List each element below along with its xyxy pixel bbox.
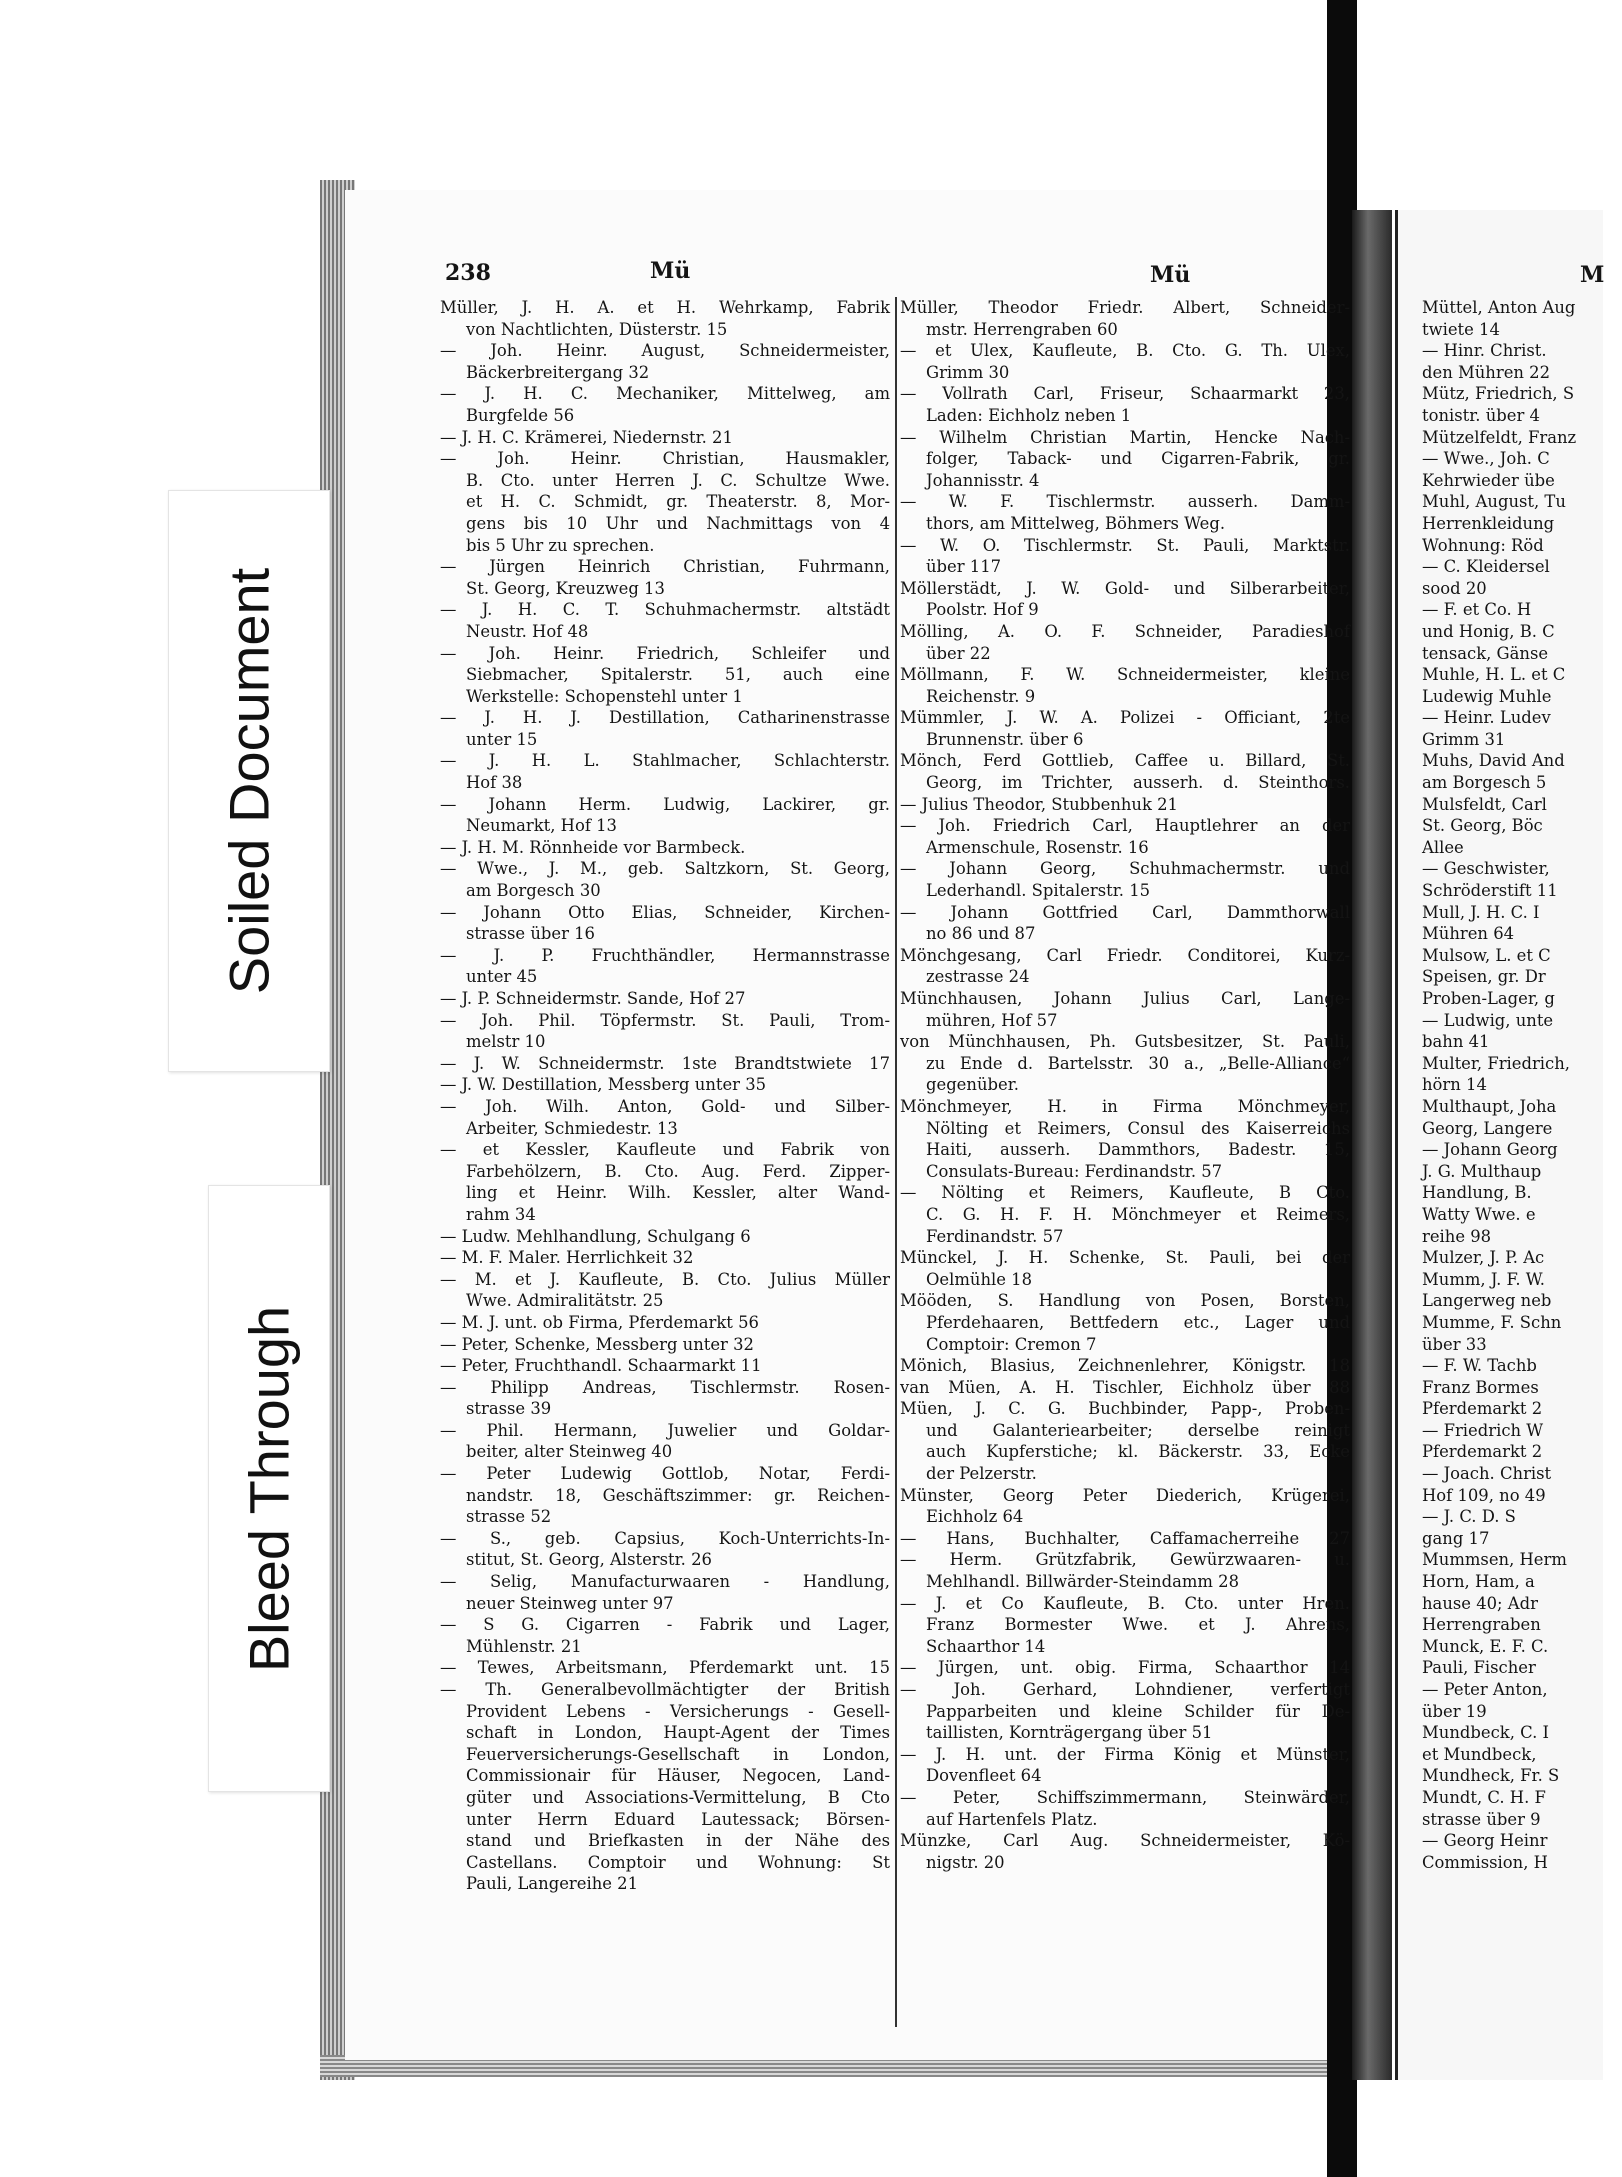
directory-line: — J. H. M. Rönnheide vor Barmbeck. <box>440 837 746 857</box>
directory-line: — Joh. Heinr. Christian, Hausmakler, <box>440 449 890 469</box>
directory-line: über 33 <box>1422 1334 1487 1354</box>
directory-line: Muhle, H. L. et C <box>1422 665 1566 685</box>
directory-line: tensack, Gänse <box>1422 643 1549 663</box>
directory-line: Arbeiter, Schmiedestr. 13 <box>466 1118 678 1138</box>
running-head-far-right: M <box>1580 262 1605 288</box>
directory-line: Pferdemarkt 2 <box>1422 1399 1543 1419</box>
directory-line: Commissionair für Häuser, Negocen, Land- <box>466 1766 890 1786</box>
directory-line: Oelmühle 18 <box>926 1269 1033 1289</box>
directory-line: — F. W. Tachb <box>1422 1356 1537 1376</box>
directory-line: Mull, J. H. C. I <box>1422 902 1540 922</box>
directory-line: Consulats-Bureau: Ferdinandstr. 57 <box>926 1161 1223 1181</box>
directory-line: Brunnenstr. über 6 <box>926 729 1084 749</box>
directory-line: Lederhandl. Spitalerstr. 15 <box>926 881 1151 901</box>
directory-line: Georg, Langere <box>1422 1118 1553 1138</box>
directory-line: Commission, H <box>1422 1852 1548 1872</box>
directory-line: mstr. Herrengraben 60 <box>926 319 1118 339</box>
directory-line: Provident Lebens - Versicherungs - Gesell- <box>466 1701 890 1721</box>
directory-line: unter Herrn Eduard Lautessack; Börsen- <box>466 1809 890 1829</box>
directory-line: Feuerversicherungs-Gesellschaft in London, <box>466 1744 890 1764</box>
directory-line: und Honig, B. C <box>1422 621 1555 641</box>
directory-line: Hof 109, no 49 <box>1422 1485 1546 1505</box>
column-divider <box>895 297 897 2027</box>
directory-line: Mützelfeldt, Franz <box>1422 427 1577 447</box>
directory-line: Mulzer, J. P. Ac <box>1422 1248 1545 1268</box>
directory-line: no 86 und 87 <box>926 924 1036 944</box>
directory-line: — Vollrath Carl, Friseur, Schaarmarkt 23, <box>900 384 1350 404</box>
directory-line: — Th. Generalbevollmächtigter der British <box>440 1680 890 1699</box>
directory-line: Haiti, ausserh. Dammthors, Badestr. 15, <box>926 1140 1350 1160</box>
directory-line: rahm 34 <box>466 1204 536 1224</box>
directory-line: — Jürgen, unt. obig. Firma, Schaarthor 14 <box>900 1658 1350 1678</box>
directory-line: — J. H. C. Krämerei, Niedernstr. 21 <box>440 427 733 447</box>
directory-line: Muhs, David And <box>1422 751 1565 771</box>
page-number: 238 <box>445 260 491 286</box>
book-spine <box>1352 210 1392 2080</box>
directory-line: auch Kupferstiche; kl. Bäckerstr. 33, Ecke <box>926 1442 1350 1462</box>
directory-line: — J. P. Fruchthändler, Hermannstrasse <box>440 945 890 965</box>
directory-line: Franz Bormester Wwe. et J. Ahrens, <box>926 1615 1350 1635</box>
directory-line: reihe 98 <box>1422 1226 1492 1246</box>
directory-line: Franz Bormes <box>1422 1377 1539 1397</box>
directory-line: Pferdemarkt 2 <box>1422 1442 1543 1462</box>
directory-line: zu Ende d. Bartelsstr. 30 a., „Belle-Alliance“ <box>926 1053 1350 1073</box>
directory-line: unter 15 <box>466 729 538 749</box>
directory-line: — et Kessler, Kaufleute und Fabrik von <box>440 1140 890 1160</box>
directory-line: Kehrwieder übe <box>1422 470 1555 490</box>
soiled-document-label: Soiled Document <box>217 567 281 995</box>
directory-line: Speisen, gr. Dr <box>1422 967 1546 987</box>
directory-line: Mundbeck, C. I <box>1422 1723 1549 1743</box>
directory-line: am Borgesch 5 <box>1422 773 1547 793</box>
directory-line: Burgfelde 56 <box>466 405 575 425</box>
directory-line: B. Cto. unter Herren J. C. Schultze Wwe. <box>466 470 890 490</box>
directory-line: mühren, Hof 57 <box>926 1010 1058 1030</box>
directory-line: — Peter Anton, <box>1422 1680 1548 1699</box>
directory-line: — J. H. L. Stahlmacher, Schlachterstr. <box>440 751 890 771</box>
directory-line: Pferdehaaren, Bettfedern etc., Lager und <box>926 1312 1350 1332</box>
directory-line: — J. W. Schneidermstr. 1ste Brandtstwiete 17 <box>440 1053 890 1073</box>
directory-line: — Peter, Fruchthandl. Schaarmarkt 11 <box>440 1356 762 1376</box>
directory-line: — Georg Heinr <box>1422 1831 1548 1851</box>
directory-line: Poolstr. Hof 9 <box>926 600 1039 620</box>
directory-line: Münzke, Carl Aug. Schneidermeister, Kö- <box>900 1831 1350 1851</box>
right-column <box>900 297 1350 1873</box>
directory-line: über 19 <box>1422 1701 1487 1721</box>
directory-line: — Jürgen Heinrich Christian, Fuhrmann, <box>440 557 890 577</box>
directory-line: — Tewes, Arbeitsmann, Pferdemarkt unt. 15 <box>440 1658 890 1678</box>
directory-line: — Phil. Hermann, Juwelier und Goldar- <box>440 1420 890 1440</box>
directory-line: — Johann Otto Elias, Schneider, Kirchen- <box>440 902 890 922</box>
directory-line: bahn 41 <box>1422 1032 1490 1052</box>
directory-line: Allee <box>1422 837 1464 857</box>
directory-line: — J. C. D. S <box>1422 1507 1516 1527</box>
directory-line: — Geschwister, <box>1422 859 1550 879</box>
directory-line: melstr 10 <box>466 1032 546 1052</box>
directory-line: Armenschule, Rosenstr. 16 <box>926 837 1149 857</box>
directory-line: — Wwe., Joh. C <box>1422 449 1550 469</box>
directory-line: Grimm 31 <box>1422 729 1506 749</box>
directory-line: stitut, St. Georg, Alsterstr. 26 <box>466 1550 712 1570</box>
directory-line: — J. H. J. Destillation, Catharinenstrasse <box>440 708 890 728</box>
directory-line: — Wilhelm Christian Martin, Hencke Nach- <box>900 427 1350 447</box>
directory-line: schaft in London, Haupt-Agent der Times <box>466 1723 890 1743</box>
directory-line: Mümmler, J. W. A. Polizei - Officiant, 2te <box>900 708 1350 728</box>
directory-line: — Johann Gottfried Carl, Dammthorwall <box>900 902 1350 922</box>
directory-line: — J. H. C. T. Schuhmachermstr. altstädt <box>440 600 890 620</box>
directory-line: Neustr. Hof 48 <box>466 621 589 641</box>
directory-line: thors, am Mittelweg, Böhmers Weg. <box>926 513 1226 533</box>
directory-line: bis 5 Uhr zu sprechen. <box>466 535 655 555</box>
directory-line: — Joh. Gerhard, Lohndiener, verfertigt <box>900 1680 1350 1699</box>
directory-line: Multhaupt, Joha <box>1422 1096 1557 1116</box>
directory-line: Multer, Friedrich, <box>1422 1053 1570 1073</box>
directory-line: — F. et Co. H <box>1422 600 1532 620</box>
directory-line: — Wwe., J. M., geb. Saltzkorn, St. Georg, <box>440 859 890 879</box>
directory-line: — Joach. Christ <box>1422 1464 1552 1484</box>
directory-line: — W. F. Tischlermstr. ausserh. Damm- <box>900 492 1350 512</box>
directory-line: Muhl, August, Tu <box>1422 492 1566 512</box>
directory-line: — Hans, Buchhalter, Caffamacherreihe 27 <box>900 1528 1350 1548</box>
directory-line: Georg, im Trichter, ausserh. d. Steinthors. <box>926 773 1350 793</box>
directory-line: — Joh. Friedrich Carl, Hauptlehrer an der <box>900 816 1350 836</box>
directory-line: — J. P. Schneidermstr. Sande, Hof 27 <box>440 989 746 1008</box>
directory-line: — Johann Georg <box>1422 1140 1558 1160</box>
directory-line: Mönchmeyer, H. in Firma Mönchmeyer, <box>900 1096 1350 1116</box>
directory-line: — Selig, Manufacturwaaren - Handlung, <box>440 1572 890 1592</box>
directory-line: folger, Taback- und Cigarren-Fabrik, gr. <box>926 449 1350 469</box>
directory-line: strasse 52 <box>466 1507 552 1527</box>
directory-line: güter und Associations-Vermittelung, B Cto <box>466 1787 890 1807</box>
directory-line: Mönchgesang, Carl Friedr. Conditorei, Kurz- <box>900 945 1350 965</box>
directory-line: — Ludw. Mehlhandlung, Schulgang 6 <box>440 1226 751 1246</box>
directory-line: — Joh. Phil. Töpfermstr. St. Pauli, Trom- <box>440 1010 890 1030</box>
directory-line: Munck, E. F. C. <box>1422 1636 1549 1656</box>
directory-line: Mummsen, Herm <box>1422 1550 1567 1570</box>
directory-line: — Johann Herm. Ludwig, Lackirer, gr. <box>440 794 890 814</box>
directory-line: — Herm. Grützfabrik, Gewürzwaaren- u. <box>900 1550 1350 1570</box>
directory-line: Schaarthor 14 <box>926 1636 1046 1656</box>
directory-line: Mölling, A. O. F. Schneider, Paradieshof <box>900 621 1350 641</box>
directory-line: — S., geb. Capsius, Koch-Unterrichts-In- <box>440 1528 890 1548</box>
directory-line: Mumm, J. F. W. <box>1422 1269 1545 1289</box>
directory-line: unter 45 <box>466 967 538 987</box>
directory-line: Comptoir: Cremon 7 <box>926 1334 1097 1354</box>
directory-line: Castellans. Comptoir und Wohnung: St <box>466 1852 890 1872</box>
directory-line: Proben-Lager, g <box>1422 989 1555 1008</box>
directory-line: Ludewig Muhle <box>1422 686 1552 706</box>
directory-line: Müller, Theodor Friedr. Albert, Schneider- <box>900 298 1350 317</box>
directory-line: St. Georg, Kreuzweg 13 <box>466 578 665 598</box>
directory-line: Mönch, Ferd Gottlieb, Caffee u. Billard, St. <box>900 751 1350 771</box>
directory-line: — et Ulex, Kaufleute, B. Cto. G. Th. Ulex, <box>900 341 1350 361</box>
directory-line: — Peter Ludewig Gottlob, Notar, Ferdi- <box>440 1464 890 1484</box>
bleed-through-label: Bleed Through <box>237 1305 301 1672</box>
directory-line: C. G. H. F. H. Mönchmeyer et Reimers, <box>926 1204 1350 1224</box>
directory-line: — Friedrich W <box>1422 1420 1544 1440</box>
directory-line: Eichholz 64 <box>926 1507 1024 1527</box>
directory-line: Mundheck, Fr. S <box>1422 1766 1560 1786</box>
directory-line: Wohnung: Röd <box>1422 535 1544 555</box>
directory-line: — M. F. Maler. Herrlichkeit 32 <box>440 1248 694 1268</box>
directory-line: Wwe. Admiralitätstr. 25 <box>466 1291 664 1311</box>
directory-line: über 117 <box>926 557 1002 577</box>
directory-line: gang 17 <box>1422 1528 1490 1548</box>
directory-line: — J. et Co Kaufleute, B. Cto. unter Hren. <box>900 1593 1350 1613</box>
directory-line: — Nölting et Reimers, Kaufleute, B Cto. <box>900 1183 1350 1203</box>
directory-line: — M. et J. Kaufleute, B. Cto. Julius Müller <box>440 1269 890 1289</box>
directory-line: Münster, Georg Peter Diederich, Krügerei, <box>900 1485 1350 1505</box>
directory-line: Münchhausen, Johann Julius Carl, Lange- <box>900 989 1350 1008</box>
directory-line: Mütz, Friedrich, S <box>1422 384 1575 404</box>
directory-line: Mehlhandl. Billwärder-Steindamm 28 <box>926 1572 1240 1592</box>
directory-line: strasse 39 <box>466 1399 552 1419</box>
directory-line: Pauli, Langereihe 21 <box>466 1874 639 1894</box>
directory-line: Farbehölzern, B. Cto. Aug. Ferd. Zipper- <box>466 1161 890 1181</box>
directory-line: et Mundbeck, <box>1422 1744 1537 1764</box>
directory-line: St. Georg, Böc <box>1422 816 1543 836</box>
directory-line: — Julius Theodor, Stubbenhuk 21 <box>900 794 1178 814</box>
directory-line: ling et Heinr. Wilh. Kessler, alter Wand- <box>466 1183 890 1203</box>
directory-line: — Joh. Heinr. Friedrich, Schleifer und <box>440 643 890 663</box>
directory-line: — Joh. Heinr. August, Schneidermeister, <box>440 341 890 361</box>
directory-line: — Joh. Wilh. Anton, Gold- und Silber- <box>440 1096 890 1116</box>
directory-line: am Borgesch 30 <box>466 881 601 901</box>
directory-line: Laden: Eichholz neben 1 <box>926 405 1132 425</box>
directory-line: — Peter, Schiffszimmermann, Steinwärder, <box>900 1787 1350 1807</box>
directory-line: Möllmann, F. W. Schneidermeister, kleine <box>900 665 1350 685</box>
directory-line: — Hinr. Christ. <box>1422 341 1547 361</box>
directory-line: Herrengraben <box>1422 1615 1541 1635</box>
directory-line: sood 20 <box>1422 578 1487 598</box>
directory-line: strasse über 9 <box>1422 1809 1541 1829</box>
directory-line: über 22 <box>926 643 991 663</box>
directory-line: Neumarkt, Hof 13 <box>466 816 617 836</box>
directory-line: — J. H. C. Mechaniker, Mittelweg, am <box>440 384 890 404</box>
directory-line: Langerweg neb <box>1422 1291 1552 1311</box>
directory-line: — W. O. Tischlermstr. St. Pauli, Marktstr. <box>900 535 1350 555</box>
directory-line: neuer Steinweg unter 97 <box>466 1593 674 1613</box>
directory-line: — C. Kleidersel <box>1422 557 1550 577</box>
soiled-document-tag <box>168 490 330 1072</box>
directory-line: Papparbeiten und kleine Schilder für De- <box>926 1701 1350 1721</box>
directory-line: van Müen, A. H. Tischler, Eichholz über 88 <box>900 1377 1350 1397</box>
directory-line: Mulsfeldt, Carl <box>1422 794 1547 814</box>
left-column <box>440 297 890 1895</box>
directory-line: — S G. Cigarren - Fabrik und Lager, <box>440 1615 890 1635</box>
directory-line: Schröderstift 11 <box>1422 881 1558 901</box>
directory-line: strasse über 16 <box>466 924 595 944</box>
directory-line: Werkstelle: Schopenstehl unter 1 <box>466 686 743 706</box>
directory-line: Münckel, J. H. Schenke, St. Pauli, bei der <box>900 1248 1350 1268</box>
directory-line: — M. J. unt. ob Firma, Pferdemarkt 56 <box>440 1312 759 1332</box>
directory-line: Hof 38 <box>466 773 523 793</box>
directory-line: gens bis 10 Uhr und Nachmittags von 4 <box>466 513 890 533</box>
directory-line: Müttel, Anton Aug <box>1422 298 1576 317</box>
directory-line: und Galanteriearbeiter; derselbe reinigt <box>926 1420 1350 1440</box>
far-right-column <box>1422 297 1622 1873</box>
directory-line: et H. C. Schmidt, gr. Theaterstr. 8, Mor- <box>466 492 890 512</box>
directory-line: — J. H. unt. der Firma König et Münster, <box>900 1744 1350 1764</box>
directory-line: Herrenkleidung <box>1422 513 1555 533</box>
directory-line: hause 40; Adr <box>1422 1593 1538 1613</box>
directory-line: beiter, alter Steinweg 40 <box>466 1442 673 1462</box>
directory-line: — Philipp Andreas, Tischlermstr. Rosen- <box>440 1377 890 1397</box>
running-head-left: Mü <box>650 258 691 284</box>
directory-line: tonistr. über 4 <box>1422 405 1540 425</box>
directory-line: der Pelzerstr. <box>926 1464 1037 1484</box>
directory-line: von Münchhausen, Ph. Gutsbesitzer, St. Pauli, <box>900 1032 1350 1052</box>
directory-line: Müller, J. H. A. et H. Wehrkamp, Fabrik <box>440 298 890 317</box>
directory-line: Müen, J. C. G. Buchbinder, Papp-, Proben- <box>900 1399 1350 1419</box>
bleed-through-tag <box>208 1185 330 1792</box>
directory-line: Watty Wwe. e <box>1422 1204 1536 1224</box>
directory-line: gegenüber. <box>926 1075 1019 1095</box>
directory-line: Mundt, C. H. F <box>1422 1787 1546 1807</box>
directory-line: Mumme, F. Schn <box>1422 1312 1562 1332</box>
directory-line: — Johann Georg, Schuhmachermstr. und <box>900 859 1350 879</box>
directory-line: taillisten, Kornträgergang über 51 <box>926 1723 1213 1743</box>
directory-line: Pauli, Fischer <box>1422 1658 1536 1678</box>
directory-line: Mööden, S. Handlung von Posen, Borsten, <box>900 1291 1350 1311</box>
directory-line: Horn, Ham, a <box>1422 1572 1535 1592</box>
directory-line: Mönich, Blasius, Zeichnenlehrer, Königstr. 18 <box>900 1356 1350 1376</box>
directory-line: zestrasse 24 <box>926 967 1030 987</box>
directory-line: — Ludwig, unte <box>1422 1010 1554 1030</box>
directory-line: — Peter, Schenke, Messberg unter 32 <box>440 1334 754 1354</box>
directory-line: Johannisstr. 4 <box>926 470 1040 490</box>
directory-line: Ferdinandstr. 57 <box>926 1226 1064 1246</box>
directory-line: twiete 14 <box>1422 319 1500 339</box>
directory-line: Grimm 30 <box>926 362 1010 382</box>
directory-line: — Heinr. Ludev <box>1422 708 1551 728</box>
directory-line: Handlung, B. <box>1422 1183 1532 1203</box>
directory-line: den Mühren 22 <box>1422 362 1551 382</box>
directory-line: nigstr. 20 <box>926 1852 1005 1872</box>
directory-line: hörn 14 <box>1422 1075 1487 1095</box>
directory-line: — J. W. Destillation, Messberg unter 35 <box>440 1075 767 1095</box>
running-head-right: Mü <box>1150 262 1191 288</box>
directory-line: auf Hartenfels Platz. <box>926 1809 1098 1829</box>
directory-line: J. G. Multhaup <box>1422 1161 1542 1181</box>
directory-line: Reichenstr. 9 <box>926 686 1036 706</box>
directory-line: von Nachtlichten, Düsterstr. 15 <box>466 319 728 339</box>
directory-line: Nölting et Reimers, Consul des Kaiserreichs <box>926 1118 1350 1138</box>
directory-line: stand und Briefkasten in der Nähe des <box>466 1831 890 1851</box>
directory-line: Bäckerbreitergang 32 <box>466 362 650 382</box>
directory-line: Siebmacher, Spitalerstr. 51, auch eine <box>466 665 890 685</box>
directory-line: Mühlenstr. 21 <box>466 1636 582 1656</box>
directory-line: Mulsow, L. et C <box>1422 945 1551 965</box>
directory-line: Möllerstädt, J. W. Gold- und Silberarbeiter, <box>900 578 1350 598</box>
directory-line: Mühren 64 <box>1422 924 1515 944</box>
directory-line: Dovenfleet 64 <box>926 1766 1042 1786</box>
directory-line: nandstr. 18, Geschäftszimmer: gr. Reichen- <box>466 1485 890 1505</box>
